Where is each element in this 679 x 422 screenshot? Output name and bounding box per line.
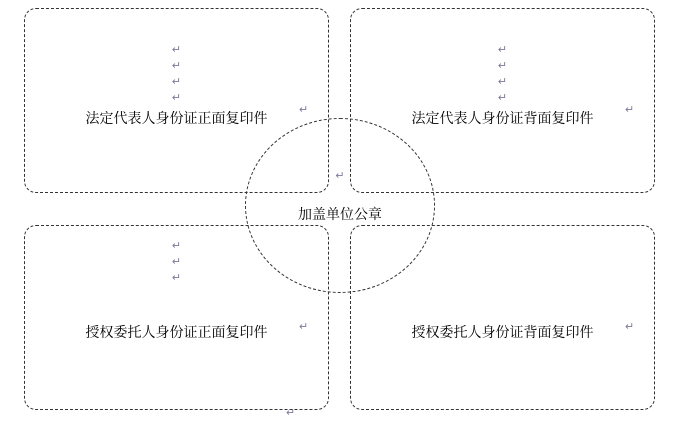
paragraph-mark: ↵ [171, 240, 182, 252]
paragraph-mark: ↵ [497, 92, 508, 104]
paragraph-mark: ↵ [171, 60, 182, 72]
paragraph-mark-footer: ↵ [286, 407, 296, 419]
paragraph-mark: ↵ [625, 321, 635, 333]
id-copy-label-legal-rep-back: 法定代表人身份证背面复印件 [411, 110, 594, 126]
paragraph-mark: ↵ [497, 60, 508, 72]
paragraph-mark: ↵ [171, 256, 182, 268]
id-copy-label-legal-rep-front: 法定代表人身份证正面复印件 [85, 110, 268, 126]
paragraph-mark: ↵ [171, 272, 182, 284]
paragraph-marks-legal-rep-front [25, 42, 328, 106]
company-seal-area[interactable] [245, 118, 435, 293]
paragraph-mark: ↵ [171, 92, 182, 104]
paragraph-mark: ↵ [625, 104, 635, 116]
paragraph-mark: ↵ [497, 76, 508, 88]
company-seal-label: 加盖单位公章 [298, 206, 382, 222]
paragraph-mark: ↵ [171, 76, 182, 88]
paragraph-mark: ↵ [171, 44, 182, 56]
paragraph-mark: ↵ [299, 104, 309, 116]
paragraph-marks-legal-rep-back [351, 42, 654, 106]
paragraph-mark: ↵ [497, 44, 508, 56]
paragraph-mark: ↵ [299, 321, 309, 333]
id-copy-label-agent-front: 授权委托人身份证正面复印件 [85, 324, 268, 340]
paragraph-mark: ↵ [335, 170, 345, 182]
id-copy-label-agent-back: 授权委托人身份证背面复印件 [411, 324, 594, 340]
